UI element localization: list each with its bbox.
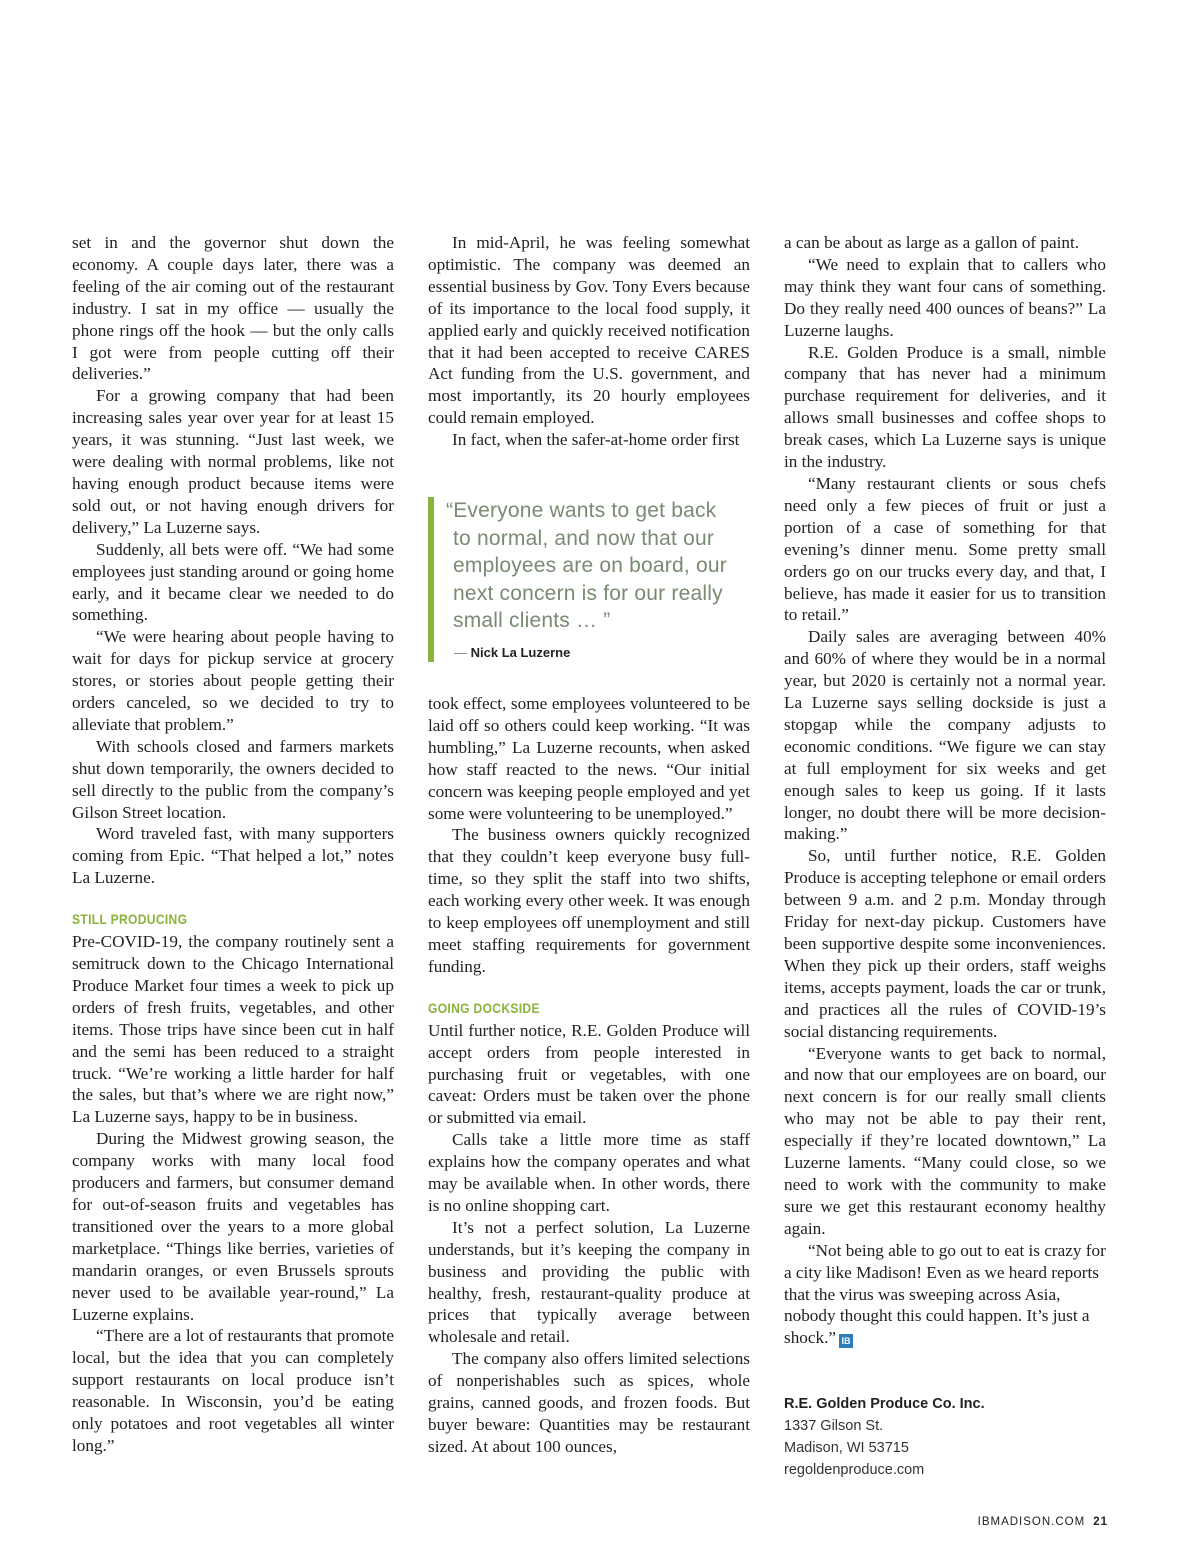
paragraph: So, until further notice, R.E. Golden Produce is accepting telephone or email orders between 9 a.m. and 2 p.m. Monday through Friday for next-day pickup. Customers have been supportive despite some inconveniences. When they pick up their orders, staff weighs items, accepts payment, loads the car or trunk, and practices all the rules of COVID-19’s social distancing requirements. (784, 846, 1106, 1041)
paragraph: The company also offers limited selections of nonperishables such as spices, whole grains, canned goods, and frozen foods. But buyer beware: Quantities may be restaurant sized. At about 100 ounces, (428, 1349, 750, 1456)
pull-quote-line: to normal, and now that our (453, 526, 715, 550)
company-info (784, 1394, 1106, 1482)
paragraph: For a growing company that had been increasing sales year over year for at least 15 years, it was stunning. “Just last week, we were dealing with normal problems, like not having enough product because items were sold out, or not having enough drivers for delivery,” La Luzerne says. (72, 386, 394, 537)
paragraph: With schools closed and farmers markets shut down temporarily, the owners decided to sell directly to the public from the company’s Gilson Street location. (72, 736, 394, 822)
article-column-3 (784, 232, 1106, 1349)
paragraph: It’s not a perfect solution, La Luzerne understands, but it’s keeping the company in business and providing the public with healthy, fresh, restaurant-quality produce at prices that typically average between wholesale and retail. (428, 1217, 750, 1347)
page-number: 21 (1093, 1516, 1108, 1528)
attribution-name: Nick La Luzerne (470, 645, 571, 660)
paragraph: In fact, when the safer-at-home order first (452, 430, 740, 450)
pull-quote-line: next concern is for our really (453, 581, 723, 605)
paragraph: took effect, some employees volunteered to be laid off so others could keep working. “It was humbling,” La Luzerne recounts, when asked how staff reacted to the news. “Our initial concern was keeping people employed and yet some were volunteering to be unemployed.” (428, 694, 750, 823)
company-address: 1337 Gilson St. (784, 1417, 884, 1434)
paragraph: “There are a lot of restaurants that promote local, but the idea that you can completely support restaurants on local produce isn’t reasonable. In Wisconsin, you’d be eating only potatoes and root vegetables all winter long.” (72, 1326, 394, 1455)
footer-site[interactable]: IBMADISON.COM (977, 1516, 1086, 1528)
pull-quote-text (446, 497, 746, 635)
paragraph: Word traveled fast, with many supporters coming from Epic. “That helped a lot,” notes La Luzerne. (72, 824, 394, 888)
paragraph: During the Midwest growing season, the company works with many local food producers and farmers, but consumer demand for out-of-season fruits and vegetables has transitioned over the years to a more global marketplace. “Things like berries, varieties of mandarin oranges, or even Brussels sprouts never used to be available year-round,” La Luzerne explains. (72, 1129, 394, 1324)
section-heading-still-producing: STILL PRODUCING (72, 911, 188, 928)
paragraph: “We need to explain that to callers who may think they want four cans of something. Do they really need 400 ounces of beans?” La Luzerne laughs. (784, 254, 1106, 340)
section-heading-going-dockside: GOING DOCKSIDE (428, 999, 540, 1016)
pull-quote-bar (428, 497, 434, 662)
paragraph: “Many restaurant clients or sous chefs need only a few pieces of fruit or just a portion of a case of something for that evening’s dinner menu. Some pretty small orders go on our trucks every day, and that, I believe, has made it easier for us to transition to retail.” (784, 473, 1106, 625)
paragraph: Daily sales are averaging between 40% and 60% of where they would be in a normal year, but 2020 is certainly not a normal year. La Luzerne says selling dockside is just a stopgap while the company adjusts to economic conditions. “We figure we can stay at full employment for six weeks and get enough sales to keep us going. If it lasts longer, no doubt there will be more decision-making.” (784, 627, 1106, 844)
paragraph: Until further notice, R.E. Golden Produce will accept orders from people interested in purchasing fruit or vegetables, with one caveat: Orders must be taken over the phone or submitted via email. (428, 1020, 750, 1128)
paragraph: In mid-April, he was feeling somewhat optimistic. The company was deemed an essential business by Gov. Tony Evers because of its importance to the local food supply, it applied early and quickly received notification that it had been accepted to receive CARES Act funding from the U.S. government, and most importantly, its 20 hourly employees could remain employed. (428, 233, 750, 428)
paragraph: Suddenly, all bets were off. “We had some employees just standing around or going home early, and it became clear we needed to do something. (72, 539, 394, 625)
paragraph: R.E. Golden Produce is a small, nimble company that has never had a minimum purchase requirement for deliveries, and it allows small businesses and coffee shops to break cases, which La Luzerne says is unique in the industry. (784, 342, 1106, 472)
pull-quote (428, 497, 750, 662)
company-city: Madison, WI 53715 (784, 1439, 909, 1456)
attribution-dash: — (454, 645, 467, 660)
paragraph-final (784, 1240, 1106, 1350)
company-name: R.E. Golden Produce Co. Inc. (784, 1396, 985, 1412)
paragraph: The business owners quickly recognized that they couldn’t keep everyone busy full-time, so they split the staff into two shifts, each working every other week. It was enough to keep employees off unemployment and still meet staffing requirements for government funding. (428, 825, 750, 976)
pull-quote-line: “Everyone wants to get back (446, 499, 717, 522)
final-paragraph-text: “Not being able to go out to eat is crazy for a city like Madison! Even as we heard reports that the virus was sweeping across Asia, nobody thought this could happen. It’s just a shock.” (784, 1240, 1106, 1348)
company-website[interactable]: regoldenproduce.com (784, 1461, 925, 1478)
pull-quote-line: employees are on board, our (453, 554, 727, 578)
paragraph: a can be about as large as a gallon of paint. (784, 233, 1080, 252)
paragraph: set in and the governor shut down the economy. A couple days later, there was a feeling of the air coming out of the restaurant industry. I sat in my office — usually the phone rings off the hook — but the only calls I got were from people cutting off their deliveries.” (72, 233, 394, 384)
page-footer (978, 1516, 1108, 1528)
paragraph: Pre-COVID-19, the company routinely sent a semitruck down to the Chicago International Produce Market four times a week to pick up orders of fresh fruits, vegetables, and other items. Those trips have since been cut in half and the semi has been reduced to a straight truck. “We’re working a little harder for half the sales, but that’s where we are right now,” La Luzerne says, happy to be in business. (72, 932, 394, 1127)
article-column-2-top (428, 232, 750, 451)
end-mark-icon: IB (839, 1334, 853, 1348)
paragraph: “Everyone wants to get back to normal, and now that our employees are on board, our next concern is for our really small clients who may not be able to pay their rent, especially if they’re located downtown,” La Luzerne laments. “Many could close, so we need to work with the community to make sure we get this restaurant economy healthy again. (784, 1043, 1106, 1238)
paragraph: Calls take a little more time as staff explains how the company operates and what may be available when. In other words, there is no online shopping cart. (428, 1130, 750, 1215)
paragraph: “We were hearing about people having to wait for days for pickup service at grocery stores, or stories about people getting their orders canceled, so we decided to try to alleviate that problem.” (72, 627, 394, 734)
article-column-1 (72, 232, 394, 1457)
pull-quote-attribution (454, 645, 570, 660)
article-column-2-bottom (428, 693, 750, 1458)
pull-quote-line: small clients … ” (453, 609, 611, 633)
